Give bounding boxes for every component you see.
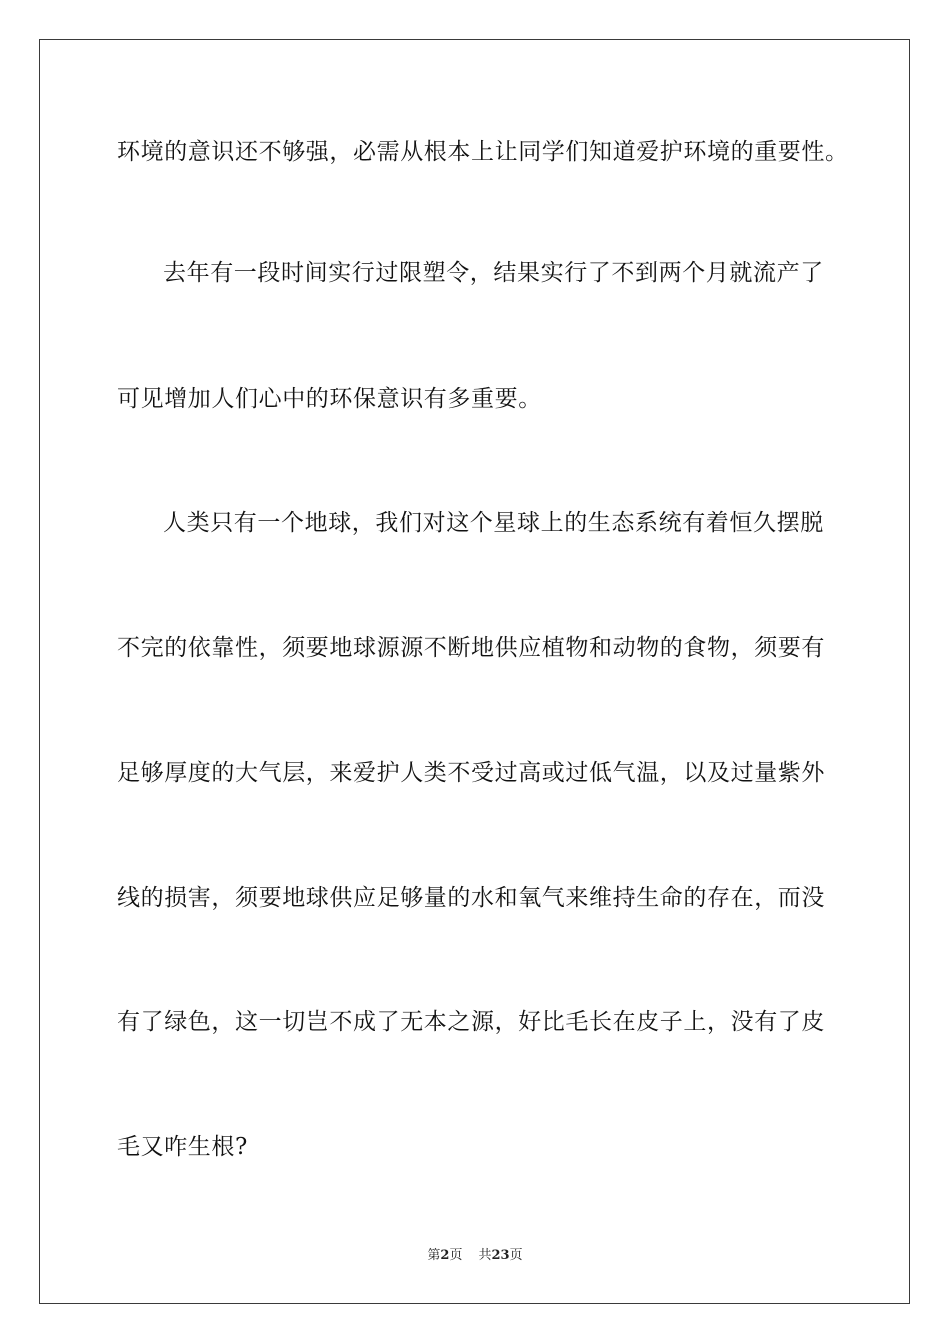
page-suffix: 页 (449, 1248, 463, 1263)
text-line-6: 足够厚度的大气层，来爱护人类不受过高或过低气温，以及过量紫外 (117, 760, 825, 786)
text-line-1: 环境的意识还不够强，必需从根本上让同学们知道爱护环境的重要性。 (117, 139, 849, 165)
text-line-3: 可见增加人们心中的环保意识有多重要。 (117, 386, 542, 412)
total-pages: 23 (491, 1248, 510, 1263)
text-line-9: 毛又咋生根? (117, 1134, 248, 1160)
page-border (39, 39, 910, 1304)
page-prefix: 第 (427, 1248, 441, 1263)
text-line-5: 不完的依靠性，须要地球源源不断地供应植物和动物的食物，须要有 (117, 635, 825, 661)
text-line-2: 去年有一段时间实行过限塑令，结果实行了不到两个月就流产了 (163, 260, 824, 286)
text-line-7: 线的损害，须要地球供应足够量的水和氧气来维持生命的存在，而没 (117, 885, 825, 911)
page-number: 2 (440, 1248, 450, 1263)
page-footer (0, 1247, 950, 1265)
total-suffix: 页 (509, 1248, 523, 1263)
text-line-8: 有了绿色，这一切岂不成了无本之源，好比毛长在皮子上，没有了皮 (117, 1009, 825, 1035)
text-line-4: 人类只有一个地球，我们对这个星球上的生态系统有着恒久摆脱 (163, 510, 824, 536)
total-prefix: 共 (478, 1248, 492, 1263)
